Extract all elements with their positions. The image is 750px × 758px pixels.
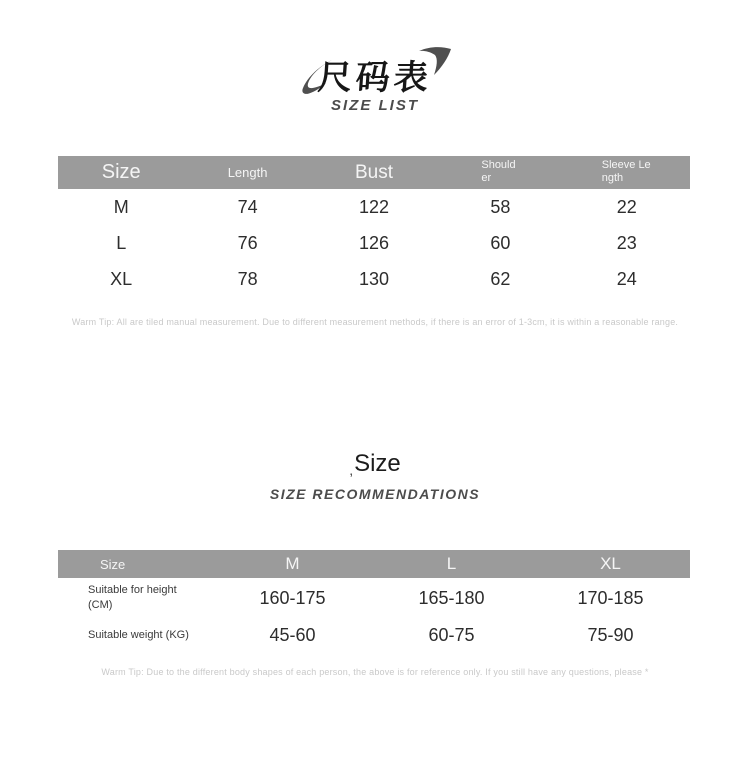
cell-shoulder: 60 [490,232,511,253]
recommendations-title-text: Size [354,450,401,477]
column-header-sleeve-length [564,159,690,186]
column-header-shoulder-label: Shoulder [481,159,516,184]
size-recommendations-table [58,550,690,652]
cell-length: 76 [237,232,258,253]
size-list-table-header [58,156,690,189]
column-header-m: M [285,554,300,573]
reference-disclaimer: Warm Tip: Due to the different body shapes of each person, the above is for reference only. If you still have any questions, please * [101,667,649,677]
cell-bust: 130 [358,268,389,289]
row-label-weight [58,628,213,643]
brush-stroke-right-icon [417,44,453,78]
table-row-weight [58,618,690,652]
table-row-size-l [58,225,690,261]
cell-bust: 122 [358,196,389,217]
column-header-l: L [446,554,457,573]
column-header-sleeve-length-label: Sleeve Length [601,159,651,184]
cell-height-m: 160-175 [259,587,326,608]
row-label-weight-text: Suitable weight (KG) [88,628,189,641]
row-label-height [58,583,213,613]
page-title-chinese: 尺码表 [316,58,434,98]
column-header-xl: XL [600,554,621,573]
recommendations-subtitle: SIZE RECOMMENDATIONS [269,486,481,502]
table-row-size-m [58,189,690,225]
cell-bust: 126 [358,232,389,253]
recommendations-title [0,450,750,478]
cell-height-l: 165-180 [418,587,485,608]
cell-size: XL [110,268,133,289]
table-row-height [58,578,690,618]
column-header-length: Length [227,165,268,180]
column-header-shoulder [437,159,563,186]
decorative-comma-mark: , [349,462,354,478]
measurement-disclaimer: Warm Tip: All are tiled manual measurement. Due to different measurement methods, if there is an error of 1-3cm, it is within a reasonable range. [71,317,679,327]
cell-sleeve-length: 24 [616,268,637,289]
table-row-size-xl [58,261,690,297]
recommendations-table-header [58,550,690,578]
row-label-height-text: Suitable for height (CM) [88,584,177,611]
size-list-table [58,156,690,297]
cell-length: 78 [237,268,258,289]
column-header-size: Size [101,161,141,183]
cell-weight-xl: 75-90 [587,624,634,645]
cell-size: M [113,196,129,217]
size-list-subtitle: SIZE LIST [330,97,419,114]
column-header-bust: Bust [354,161,393,183]
cell-weight-l: 60-75 [428,624,475,645]
cell-sleeve-length: 22 [616,196,637,217]
cell-shoulder: 62 [490,268,511,289]
column-header-size: Size [100,556,126,572]
cell-size: L [116,232,127,253]
cell-shoulder: 58 [490,196,511,217]
cell-length: 74 [237,196,258,217]
cell-weight-m: 45-60 [269,624,316,645]
cell-sleeve-length: 23 [616,232,637,253]
cell-height-xl: 170-185 [577,587,644,608]
size-list-header [0,0,750,120]
